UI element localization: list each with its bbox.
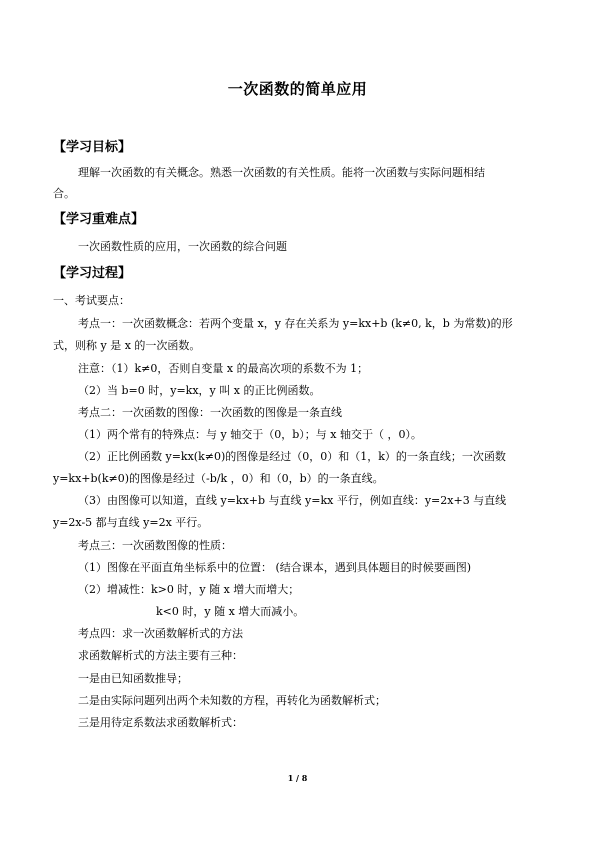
- heading-goals: 【学习目标】: [53, 140, 132, 155]
- process-line-7: （1）两个常有的特殊点：与 y 轴交于（0，b）；与 x 轴交于（ ，0）。: [78, 428, 422, 441]
- key-points-line-1: 一次函数性质的应用，一次函数的综合问题: [78, 240, 287, 253]
- process-line-9: y=kx+b(k≠0)的图像是经过（-b/k ，0）和（0，b）的一条直线。: [53, 472, 384, 485]
- process-line-16: 考点四：求一次函数解析式的方法: [78, 627, 243, 640]
- page-number: 1 / 8: [287, 773, 308, 783]
- goals-line-2: 合。: [53, 187, 75, 200]
- process-line-5: （2）当 b=0 时，y=kx，y 叫 x 的正比例函数。: [78, 384, 321, 397]
- heading-key-points: 【学习重难点】: [53, 212, 145, 227]
- heading-process: 【学习过程】: [53, 266, 132, 281]
- goals-line-1: 理解一次函数的有关概念。熟悉一次函数的有关性质。能将一次函数与实际问题相结: [78, 166, 485, 179]
- process-line-4: 注意：（1）k≠0，否则自变量 x 的最高次项的系数不为 1；: [78, 362, 369, 375]
- process-line-1: 一、考试要点：: [53, 294, 130, 307]
- process-line-19: 二是由实际问题列出两个未知数的方程，再转化为函数解析式；: [78, 694, 386, 707]
- process-line-10: （3）由图像可以知道，直线 y=kx+b 与直线 y=kx 平行，例如直线：y=2x+3 与直线: [78, 494, 507, 507]
- process-line-17: 求函数解析式的方法主要有三种：: [78, 649, 243, 662]
- process-line-3: 式，则称 y 是 x 的一次函数。: [53, 339, 201, 352]
- process-line-20: 三是用待定系数法求函数解析式：: [78, 716, 243, 729]
- process-line-8: （2）正比例函数 y=kx(k≠0)的图像是经过（0，0）和（1，k）的一条直线；一次函数: [78, 450, 506, 463]
- page-title: 一次函数的简单应用: [227, 80, 368, 98]
- process-line-11: y=2x-5 都与直线 y=2x 平行。: [53, 516, 209, 529]
- process-line-18: 一是由已知函数推导；: [78, 672, 188, 685]
- process-line-13: （1）图像在平面直角坐标系中的位置： (结合课本，遇到具体题目的时候要画图): [78, 561, 472, 574]
- process-line-12: 考点三：一次函数图像的性质：: [78, 539, 232, 552]
- process-line-14: （2）增减性：k>0 时，y 随 x 增大而增大；: [78, 583, 300, 596]
- process-line-6: 考点二：一次函数的图像：一次函数的图像是一条直线: [78, 406, 342, 419]
- process-line-2: 考点一：一次函数概念：若两个变量 x，y 存在关系为 y=kx+b (k≠0, k，b 为常数)的形: [78, 317, 513, 330]
- process-line-15: k<0 时，y 随 x 增大而减小。: [156, 605, 305, 618]
